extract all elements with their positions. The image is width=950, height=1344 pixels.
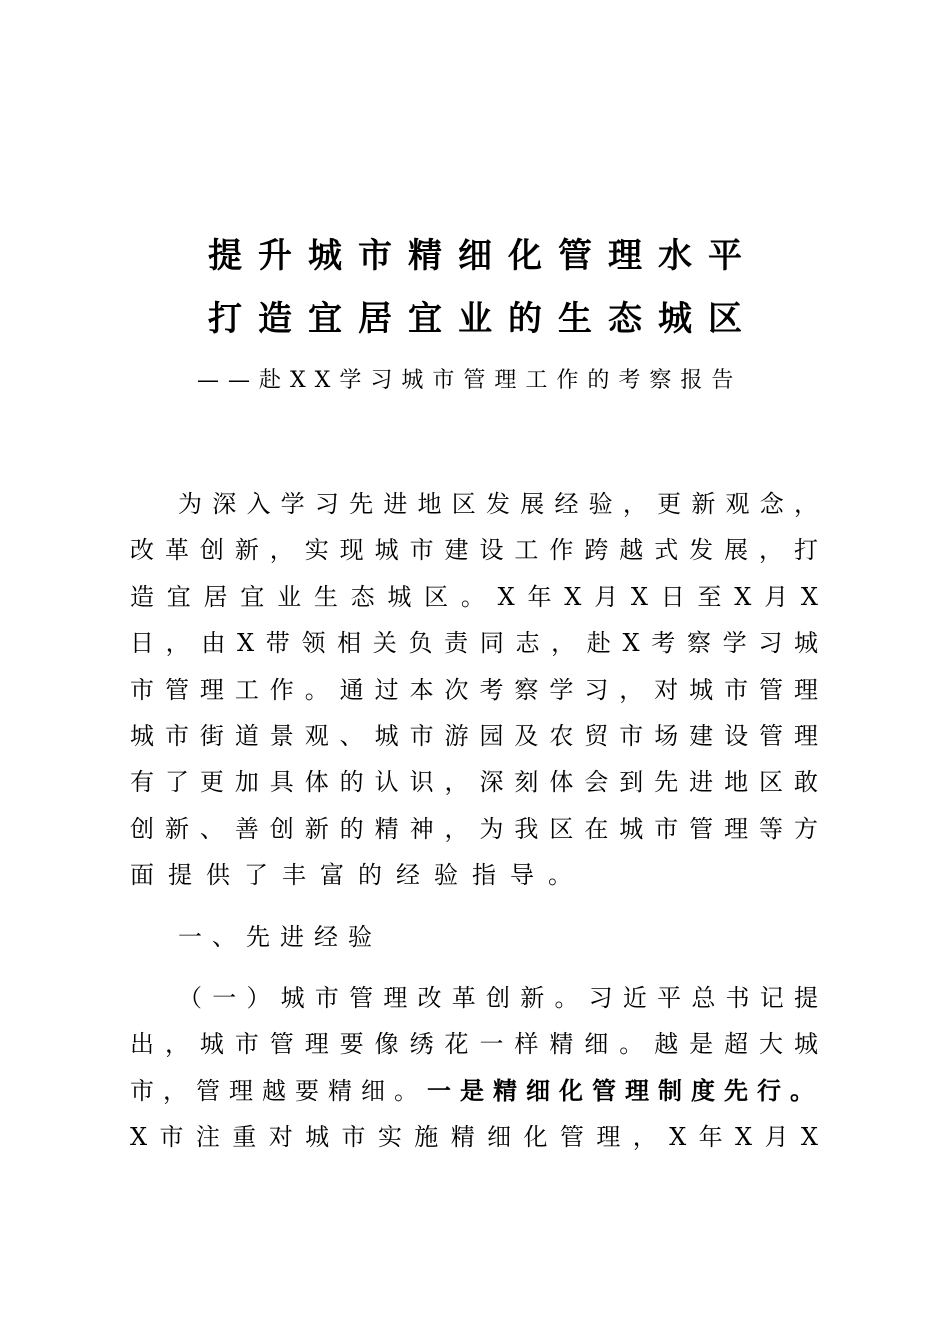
intro-line: 城市街道景观、城市游园及农贸市场建设管理 <box>130 721 820 750</box>
intro-line: 日，由X带领相关负责同志，赴X考察学习城 <box>130 629 820 658</box>
document-title-line-1: 提升城市精细化管理水平 <box>208 236 758 276</box>
intro-line: 市管理工作。通过本次考察学习，对城市管理 <box>130 675 820 704</box>
section-line: （一）城市管理改革创新。习近平总书记提 <box>178 984 820 1012</box>
section-paragraph <box>130 975 823 1161</box>
section-line: 出，城市管理要像绣花一样精细。越是超大城 <box>130 1030 820 1059</box>
intro-line: 创新、善创新的精神，为我区在城市管理等方 <box>130 814 820 843</box>
document-title-line-2: 打造宜居宜业的生态城区 <box>208 299 758 339</box>
section-line: X市注重对城市实施精细化管理，X年X月X <box>130 1123 820 1152</box>
intro-line: 造宜居宜业生态城区。X年X月X日至X月X <box>130 582 820 611</box>
document-subtitle: ——赴XX学习城市管理工作的考察报告 <box>197 368 743 393</box>
intro-line: 有了更加具体的认识，深刻体会到先进地区敢 <box>130 768 820 797</box>
section-heading: 一、先进经验 <box>178 923 382 951</box>
intro-line: 面提供了丰富的经验指导。 <box>130 861 586 890</box>
section-emphasis: 一是精细化管理制度先行。 <box>427 1076 823 1105</box>
intro-paragraph <box>130 481 820 899</box>
intro-line: 改革创新，实现城市建设工作跨越式发展，打 <box>130 536 820 565</box>
section-line-plain: 市，管理越要精细。 <box>130 1076 427 1105</box>
intro-line: 为深入学习先进地区发展经验，更新观念， <box>178 490 820 518</box>
section-line-mixed <box>130 1068 823 1114</box>
